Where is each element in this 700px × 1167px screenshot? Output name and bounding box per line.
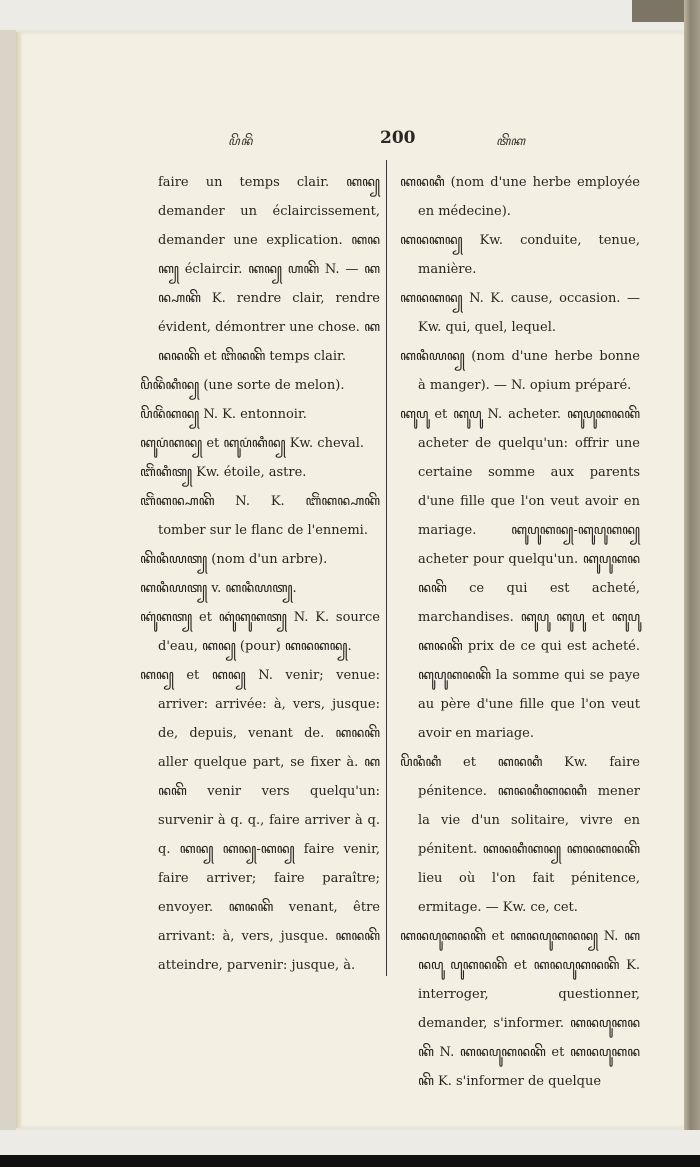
dictionary-entry: ꦏꦼꦤꦶꦪꦠ꧀ (nom d'un arbre). — [140, 552, 328, 567]
page-number: 200 — [380, 128, 416, 148]
dictionary-entry: ꦏꦸꦥꦁꦏꦤ꧀ et ꦏꦸꦥꦁꦏꦶꦤ꧀ Kw. cheval. — [140, 436, 365, 451]
dictionary-entry: ꦏꦤꦥꦸꦏꦤꦏꦼ et ꦏꦤꦥꦸꦏꦤꦤ꧀ N. ꦏꦤꦥꦸ ꦥꦸꦏꦤꦏꦼ et ꦏꦤꦥꦸꦏꦤꦏꦼ K. interroger, questionner, demander, s'informer. ꦏꦤꦥꦸꦏꦤꦏꦼ N. ꦏꦤꦥꦸꦏꦤꦏꦼ et ꦏꦤꦥꦸꦏꦤꦏꦼ K. s'informer de quelque — [400, 929, 640, 1089]
scan-background-top — [0, 0, 700, 30]
dictionary-entry: ꦏꦸꦥꦸ et ꦏꦸꦥꦸ N. acheter. ꦏꦸꦥꦸꦏꦤꦏꦼ acheter de quelqu'un: offrir une certaine somme aux parents d'une fille que l'on veut avoir en mariage. ꦏꦸꦥꦸꦏꦤ꧀-ꦏꦸꦥꦸꦏꦤ꧀ acheter pour quelqu'un. ꦏꦸꦥꦸꦏꦤꦤꦏꦼ ce qui est acheté, marchandises. ꦏꦸꦥꦸ ꦏꦸꦥꦸ et ꦏꦸꦥꦸꦏꦤꦏꦼ prix de ce qui est acheté. ꦏꦸꦥꦸꦏꦤꦏꦼ la somme qui se paye au père d'une fille que l'on veut avoir en mariage. — [400, 407, 640, 741]
dictionary-entry: ꦥꦼꦤꦼꦁꦏꦤ꧀ N. K. entonnoir. — [140, 407, 307, 422]
left-column — [140, 168, 380, 980]
dictionary-entry: ꦏꦤꦏꦤ꧀ N. K. cause, occasion. — Kw. qui, quel, lequel. — [400, 291, 640, 335]
dictionary-entry: ꦥꦼꦤꦶꦏꦶ et ꦏꦤꦏꦶ Kw. faire pénitence. ꦏꦤꦏꦶꦏꦤꦏꦶ mener la vie d'un solitaire, vivre en pénitent. ꦏꦤꦏꦶꦏꦤ꧀ ꦏꦤꦏꦤꦏꦼ lieu où l'on fait pénitence, ermitage. — Kw. ce, cet. — [400, 755, 640, 915]
scan-border-bottom — [0, 1155, 700, 1167]
header-left-word: ꦥꦼꦤꦼꦁ — [228, 134, 254, 148]
dictionary-entry: ꦏꦤꦶꦪꦤ꧀ (nom d'une herbe bonne à manger). — N. opium préparé. — [400, 349, 640, 393]
dictionary-entry: ꦏꦸꦁꦏꦠ꧀ et ꦏꦸꦁꦏꦸꦏꦠ꧀ N. K. source d'eau, ꦏꦤ꧀ (pour) ꦏꦤꦏꦤ꧀. — [140, 610, 380, 654]
column-divider — [386, 160, 387, 976]
dictionary-entry: ꦥꦼꦤꦼꦁꦏꦶꦤ꧀ (une sorte de melon). — [140, 378, 345, 393]
running-header — [0, 128, 700, 152]
dictionary-entry: ꦧꦼꦁꦏꦶꦠ꧀ Kw. étoile, astre. — [140, 465, 307, 480]
dictionary-entry: ꦏꦤꦏꦤ꧀ Kw. conduite, tenue, manière. — [400, 233, 640, 277]
dictionary-entry: faire un temps clair. ꦏꦤ꧀ demander un éclaircissement, demander une explication. ꦏꦤꦏ꧀ éclaircir. ꦏꦤ꧀ ꦲꦏꦼ N. — ꦏꦤ꧀ꦲꦏꦼ K. rendre clair, rendre évident, démontrer une chose. ꦏꦤꦤꦏꦼ et ꦧꦼꦤꦏꦼ temps clair. — [158, 175, 380, 364]
dictionary-entry: ꦏꦤꦶꦪꦠ꧀ v. ꦏꦤꦶꦪꦠ꧀. — [140, 581, 297, 596]
book-spine — [684, 0, 700, 1167]
scan-background-bottom — [0, 1130, 700, 1155]
bookmark-tab — [632, 0, 684, 22]
header-right-word: ꦠꦼꦏ — [496, 134, 525, 148]
page-edge-shadow — [16, 32, 22, 1128]
dictionary-entry: ꦧꦼꦁꦏꦤ꧀ꦲꦏꦼ N. K. ꦧꦼꦁꦏꦤ꧀ꦲꦏꦼ tomber sur le flanc de l'ennemi. — [140, 494, 380, 538]
scan-background-left — [0, 30, 16, 1130]
dictionary-entry: ꦏꦤꦏꦶ (nom d'une herbe employée en médecine). — [400, 175, 640, 219]
dictionary-entry: ꦏꦤ꧀ et ꦏꦤ꧀ N. venir; venue: arriver: arrivée: à, vers, jusque: de, depuis, venant de. ꦏꦤꦏꦼ aller quelque part, se fixer à. ꦏꦤꦏꦼ venir vers quelqu'un: survenir à q. q., faire arriver à q. q. ꦏꦤ꧀ ꦏꦤ꧀-ꦏꦤ꧀ faire venir, faire arriver; faire paraître; envoyer. ꦏꦤꦏꦼ venant, être arrivant: à, vers, jusque. ꦏꦤꦏꦼ atteindre, parvenir: jusque, à. — [140, 668, 380, 973]
right-column — [400, 168, 640, 1096]
